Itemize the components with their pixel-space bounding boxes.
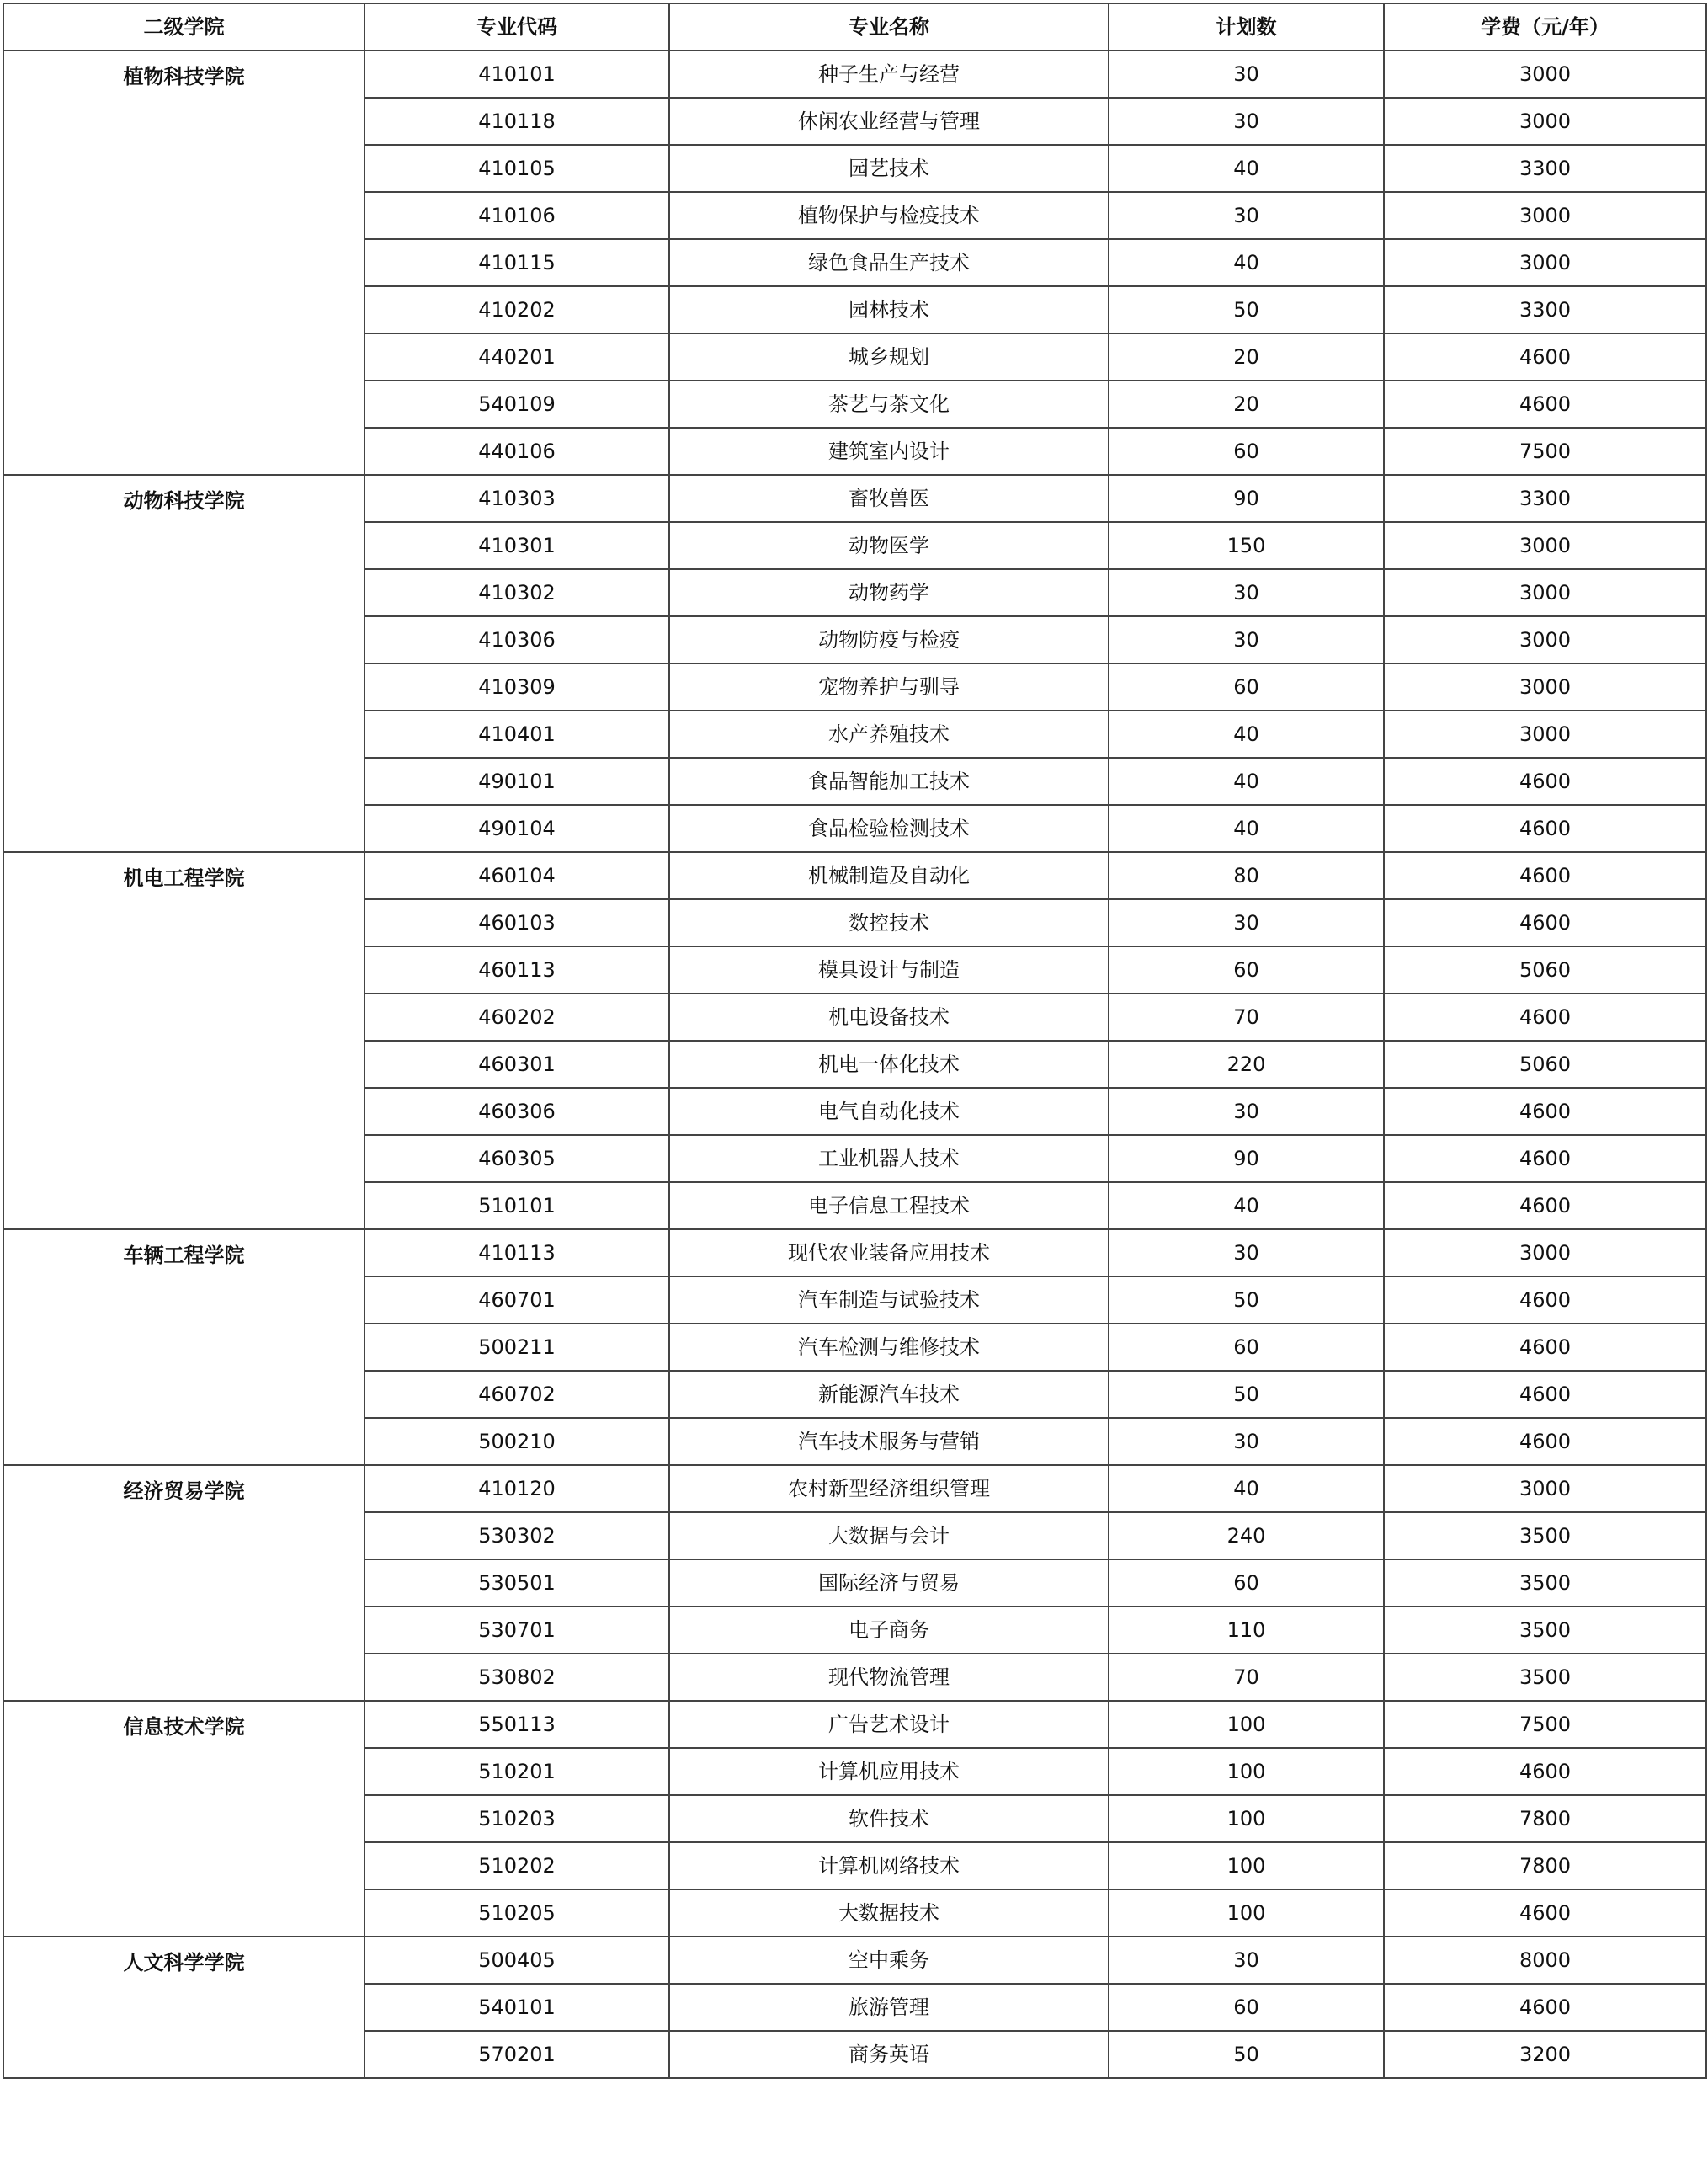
header-college: 二级学院 xyxy=(3,3,364,51)
major-name-cell: 广告艺术设计 xyxy=(669,1701,1109,1748)
major-name-cell: 电子信息工程技术 xyxy=(669,1182,1109,1229)
major-name-cell: 建筑室内设计 xyxy=(669,428,1109,475)
major-name-cell: 数控技术 xyxy=(669,899,1109,946)
plan-count-cell: 30 xyxy=(1109,1418,1384,1465)
major-name-cell: 种子生产与经营 xyxy=(669,51,1109,98)
major-code-cell: 440201 xyxy=(364,333,669,381)
major-code-cell: 550113 xyxy=(364,1701,669,1748)
header-major-code: 专业代码 xyxy=(364,3,669,51)
tuition-cell: 3000 xyxy=(1384,569,1706,616)
major-code-cell: 460104 xyxy=(364,852,669,899)
tuition-cell: 3000 xyxy=(1384,192,1706,239)
table-header xyxy=(3,3,1706,51)
table-body xyxy=(3,51,1706,2078)
major-name-cell: 空中乘务 xyxy=(669,1937,1109,1984)
plan-count-cell: 50 xyxy=(1109,1371,1384,1418)
tuition-cell: 3500 xyxy=(1384,1559,1706,1607)
major-name-cell: 大数据与会计 xyxy=(669,1512,1109,1559)
major-code-cell: 410309 xyxy=(364,663,669,711)
tuition-cell: 5060 xyxy=(1384,1041,1706,1088)
major-code-cell: 530501 xyxy=(364,1559,669,1607)
major-name-cell: 汽车技术服务与营销 xyxy=(669,1418,1109,1465)
major-name-cell: 模具设计与制造 xyxy=(669,946,1109,994)
major-code-cell: 460702 xyxy=(364,1371,669,1418)
plan-count-cell: 60 xyxy=(1109,946,1384,994)
plan-count-cell: 30 xyxy=(1109,616,1384,663)
plan-count-cell: 40 xyxy=(1109,1465,1384,1512)
major-code-cell: 510201 xyxy=(364,1748,669,1795)
tuition-cell: 4600 xyxy=(1384,994,1706,1041)
major-code-cell: 460113 xyxy=(364,946,669,994)
header-major-name: 专业名称 xyxy=(669,3,1109,51)
tuition-cell: 3200 xyxy=(1384,2031,1706,2078)
plan-count-cell: 100 xyxy=(1109,1748,1384,1795)
major-name-cell: 软件技术 xyxy=(669,1795,1109,1842)
plan-count-cell: 40 xyxy=(1109,239,1384,286)
plan-count-cell: 50 xyxy=(1109,2031,1384,2078)
major-name-cell: 绿色食品生产技术 xyxy=(669,239,1109,286)
major-name-cell: 国际经济与贸易 xyxy=(669,1559,1109,1607)
major-name-cell: 宠物养护与驯导 xyxy=(669,663,1109,711)
major-name-cell: 汽车检测与维修技术 xyxy=(669,1324,1109,1371)
major-code-cell: 510203 xyxy=(364,1795,669,1842)
college-cell: 机电工程学院 xyxy=(3,852,364,1229)
major-code-cell: 510202 xyxy=(364,1842,669,1889)
plan-count-cell: 240 xyxy=(1109,1512,1384,1559)
major-code-cell: 410401 xyxy=(364,711,669,758)
tuition-cell: 3000 xyxy=(1384,522,1706,569)
plan-count-cell: 30 xyxy=(1109,98,1384,145)
tuition-cell: 3500 xyxy=(1384,1654,1706,1701)
major-code-cell: 510205 xyxy=(364,1889,669,1937)
college-cell: 经济贸易学院 xyxy=(3,1465,364,1701)
header-row xyxy=(3,3,1706,51)
major-name-cell: 动物药学 xyxy=(669,569,1109,616)
plan-count-cell: 90 xyxy=(1109,1135,1384,1182)
major-code-cell: 500405 xyxy=(364,1937,669,1984)
major-code-cell: 410202 xyxy=(364,286,669,333)
major-name-cell: 计算机网络技术 xyxy=(669,1842,1109,1889)
plan-count-cell: 220 xyxy=(1109,1041,1384,1088)
college-cell: 动物科技学院 xyxy=(3,475,364,852)
tuition-cell: 4600 xyxy=(1384,381,1706,428)
major-code-cell: 410120 xyxy=(364,1465,669,1512)
plan-count-cell: 30 xyxy=(1109,1229,1384,1276)
plan-count-cell: 20 xyxy=(1109,381,1384,428)
header-plan-count: 计划数 xyxy=(1109,3,1384,51)
tuition-cell: 3500 xyxy=(1384,1607,1706,1654)
major-code-cell: 460103 xyxy=(364,899,669,946)
tuition-cell: 4600 xyxy=(1384,758,1706,805)
tuition-cell: 7800 xyxy=(1384,1842,1706,1889)
major-name-cell: 食品智能加工技术 xyxy=(669,758,1109,805)
plan-count-cell: 30 xyxy=(1109,1937,1384,1984)
plan-count-cell: 100 xyxy=(1109,1795,1384,1842)
tuition-cell: 4600 xyxy=(1384,852,1706,899)
major-name-cell: 电子商务 xyxy=(669,1607,1109,1654)
plan-count-cell: 30 xyxy=(1109,192,1384,239)
tuition-cell: 3000 xyxy=(1384,711,1706,758)
major-name-cell: 园林技术 xyxy=(669,286,1109,333)
plan-count-cell: 60 xyxy=(1109,1984,1384,2031)
tuition-cell: 4600 xyxy=(1384,899,1706,946)
tuition-cell: 3000 xyxy=(1384,98,1706,145)
tuition-cell: 4600 xyxy=(1384,1371,1706,1418)
plan-count-cell: 90 xyxy=(1109,475,1384,522)
major-name-cell: 旅游管理 xyxy=(669,1984,1109,2031)
tuition-cell: 4600 xyxy=(1384,1182,1706,1229)
tuition-cell: 3500 xyxy=(1384,1512,1706,1559)
major-name-cell: 动物医学 xyxy=(669,522,1109,569)
tuition-cell: 4600 xyxy=(1384,1889,1706,1937)
plan-count-cell: 100 xyxy=(1109,1701,1384,1748)
tuition-cell: 3300 xyxy=(1384,145,1706,192)
tuition-cell: 3000 xyxy=(1384,51,1706,98)
tuition-cell: 4600 xyxy=(1384,333,1706,381)
tuition-cell: 4600 xyxy=(1384,1276,1706,1324)
tuition-cell: 3000 xyxy=(1384,1465,1706,1512)
major-code-cell: 500210 xyxy=(364,1418,669,1465)
enrollment-plan-table xyxy=(3,3,1707,2079)
major-code-cell: 410118 xyxy=(364,98,669,145)
major-code-cell: 530802 xyxy=(364,1654,669,1701)
tuition-cell: 4600 xyxy=(1384,1748,1706,1795)
tuition-cell: 5060 xyxy=(1384,946,1706,994)
plan-count-cell: 30 xyxy=(1109,569,1384,616)
major-name-cell: 城乡规划 xyxy=(669,333,1109,381)
major-name-cell: 水产养殖技术 xyxy=(669,711,1109,758)
major-name-cell: 植物保护与检疫技术 xyxy=(669,192,1109,239)
tuition-cell: 7500 xyxy=(1384,1701,1706,1748)
major-name-cell: 动物防疫与检疫 xyxy=(669,616,1109,663)
plan-count-cell: 150 xyxy=(1109,522,1384,569)
table-row xyxy=(3,1465,1706,1512)
tuition-cell: 3300 xyxy=(1384,286,1706,333)
major-name-cell: 休闲农业经营与管理 xyxy=(669,98,1109,145)
major-code-cell: 410306 xyxy=(364,616,669,663)
major-code-cell: 540101 xyxy=(364,1984,669,2031)
tuition-cell: 7800 xyxy=(1384,1795,1706,1842)
tuition-cell: 4600 xyxy=(1384,1135,1706,1182)
plan-count-cell: 60 xyxy=(1109,1324,1384,1371)
plan-count-cell: 80 xyxy=(1109,852,1384,899)
major-name-cell: 现代农业装备应用技术 xyxy=(669,1229,1109,1276)
major-code-cell: 460301 xyxy=(364,1041,669,1088)
plan-count-cell: 30 xyxy=(1109,51,1384,98)
table-row xyxy=(3,852,1706,899)
tuition-cell: 7500 xyxy=(1384,428,1706,475)
tuition-cell: 3000 xyxy=(1384,616,1706,663)
major-code-cell: 440106 xyxy=(364,428,669,475)
table-row xyxy=(3,475,1706,522)
college-cell: 信息技术学院 xyxy=(3,1701,364,1937)
plan-count-cell: 50 xyxy=(1109,1276,1384,1324)
plan-count-cell: 50 xyxy=(1109,286,1384,333)
major-code-cell: 490104 xyxy=(364,805,669,852)
college-cell: 车辆工程学院 xyxy=(3,1229,364,1465)
major-name-cell: 茶艺与茶文化 xyxy=(669,381,1109,428)
tuition-cell: 4600 xyxy=(1384,1418,1706,1465)
plan-count-cell: 40 xyxy=(1109,758,1384,805)
plan-count-cell: 60 xyxy=(1109,663,1384,711)
college-cell: 人文科学学院 xyxy=(3,1937,364,2078)
major-name-cell: 园艺技术 xyxy=(669,145,1109,192)
plan-count-cell: 30 xyxy=(1109,899,1384,946)
major-name-cell: 食品检验检测技术 xyxy=(669,805,1109,852)
plan-count-cell: 40 xyxy=(1109,145,1384,192)
major-code-cell: 490101 xyxy=(364,758,669,805)
major-code-cell: 500211 xyxy=(364,1324,669,1371)
major-code-cell: 540109 xyxy=(364,381,669,428)
major-code-cell: 410113 xyxy=(364,1229,669,1276)
major-code-cell: 410302 xyxy=(364,569,669,616)
plan-count-cell: 100 xyxy=(1109,1842,1384,1889)
major-code-cell: 460306 xyxy=(364,1088,669,1135)
plan-count-cell: 60 xyxy=(1109,1559,1384,1607)
table-row xyxy=(3,1229,1706,1276)
tuition-cell: 3000 xyxy=(1384,1229,1706,1276)
plan-count-cell: 30 xyxy=(1109,1088,1384,1135)
plan-count-cell: 110 xyxy=(1109,1607,1384,1654)
major-name-cell: 农村新型经济组织管理 xyxy=(669,1465,1109,1512)
major-name-cell: 大数据技术 xyxy=(669,1889,1109,1937)
major-code-cell: 460701 xyxy=(364,1276,669,1324)
table-row xyxy=(3,1701,1706,1748)
major-name-cell: 计算机应用技术 xyxy=(669,1748,1109,1795)
major-code-cell: 460202 xyxy=(364,994,669,1041)
tuition-cell: 4600 xyxy=(1384,1324,1706,1371)
header-tuition: 学费（元/年） xyxy=(1384,3,1706,51)
major-name-cell: 新能源汽车技术 xyxy=(669,1371,1109,1418)
tuition-cell: 4600 xyxy=(1384,1984,1706,2031)
major-code-cell: 410101 xyxy=(364,51,669,98)
major-name-cell: 汽车制造与试验技术 xyxy=(669,1276,1109,1324)
plan-count-cell: 40 xyxy=(1109,805,1384,852)
major-name-cell: 电气自动化技术 xyxy=(669,1088,1109,1135)
tuition-cell: 4600 xyxy=(1384,805,1706,852)
major-code-cell: 410301 xyxy=(364,522,669,569)
major-name-cell: 机电一体化技术 xyxy=(669,1041,1109,1088)
table-row xyxy=(3,1937,1706,1984)
major-code-cell: 410115 xyxy=(364,239,669,286)
major-code-cell: 570201 xyxy=(364,2031,669,2078)
major-code-cell: 410303 xyxy=(364,475,669,522)
major-name-cell: 机电设备技术 xyxy=(669,994,1109,1041)
plan-count-cell: 100 xyxy=(1109,1889,1384,1937)
plan-count-cell: 40 xyxy=(1109,711,1384,758)
tuition-cell: 4600 xyxy=(1384,1088,1706,1135)
plan-count-cell: 70 xyxy=(1109,994,1384,1041)
plan-count-cell: 60 xyxy=(1109,428,1384,475)
tuition-cell: 3300 xyxy=(1384,475,1706,522)
major-code-cell: 510101 xyxy=(364,1182,669,1229)
tuition-cell: 3000 xyxy=(1384,239,1706,286)
major-name-cell: 现代物流管理 xyxy=(669,1654,1109,1701)
major-name-cell: 工业机器人技术 xyxy=(669,1135,1109,1182)
major-code-cell: 530701 xyxy=(364,1607,669,1654)
major-code-cell: 410105 xyxy=(364,145,669,192)
major-name-cell: 机械制造及自动化 xyxy=(669,852,1109,899)
plan-count-cell: 20 xyxy=(1109,333,1384,381)
major-code-cell: 530302 xyxy=(364,1512,669,1559)
plan-count-cell: 70 xyxy=(1109,1654,1384,1701)
college-cell: 植物科技学院 xyxy=(3,51,364,475)
major-name-cell: 畜牧兽医 xyxy=(669,475,1109,522)
plan-count-cell: 40 xyxy=(1109,1182,1384,1229)
tuition-cell: 3000 xyxy=(1384,663,1706,711)
major-code-cell: 410106 xyxy=(364,192,669,239)
major-code-cell: 460305 xyxy=(364,1135,669,1182)
major-name-cell: 商务英语 xyxy=(669,2031,1109,2078)
tuition-cell: 8000 xyxy=(1384,1937,1706,1984)
table-row xyxy=(3,51,1706,98)
